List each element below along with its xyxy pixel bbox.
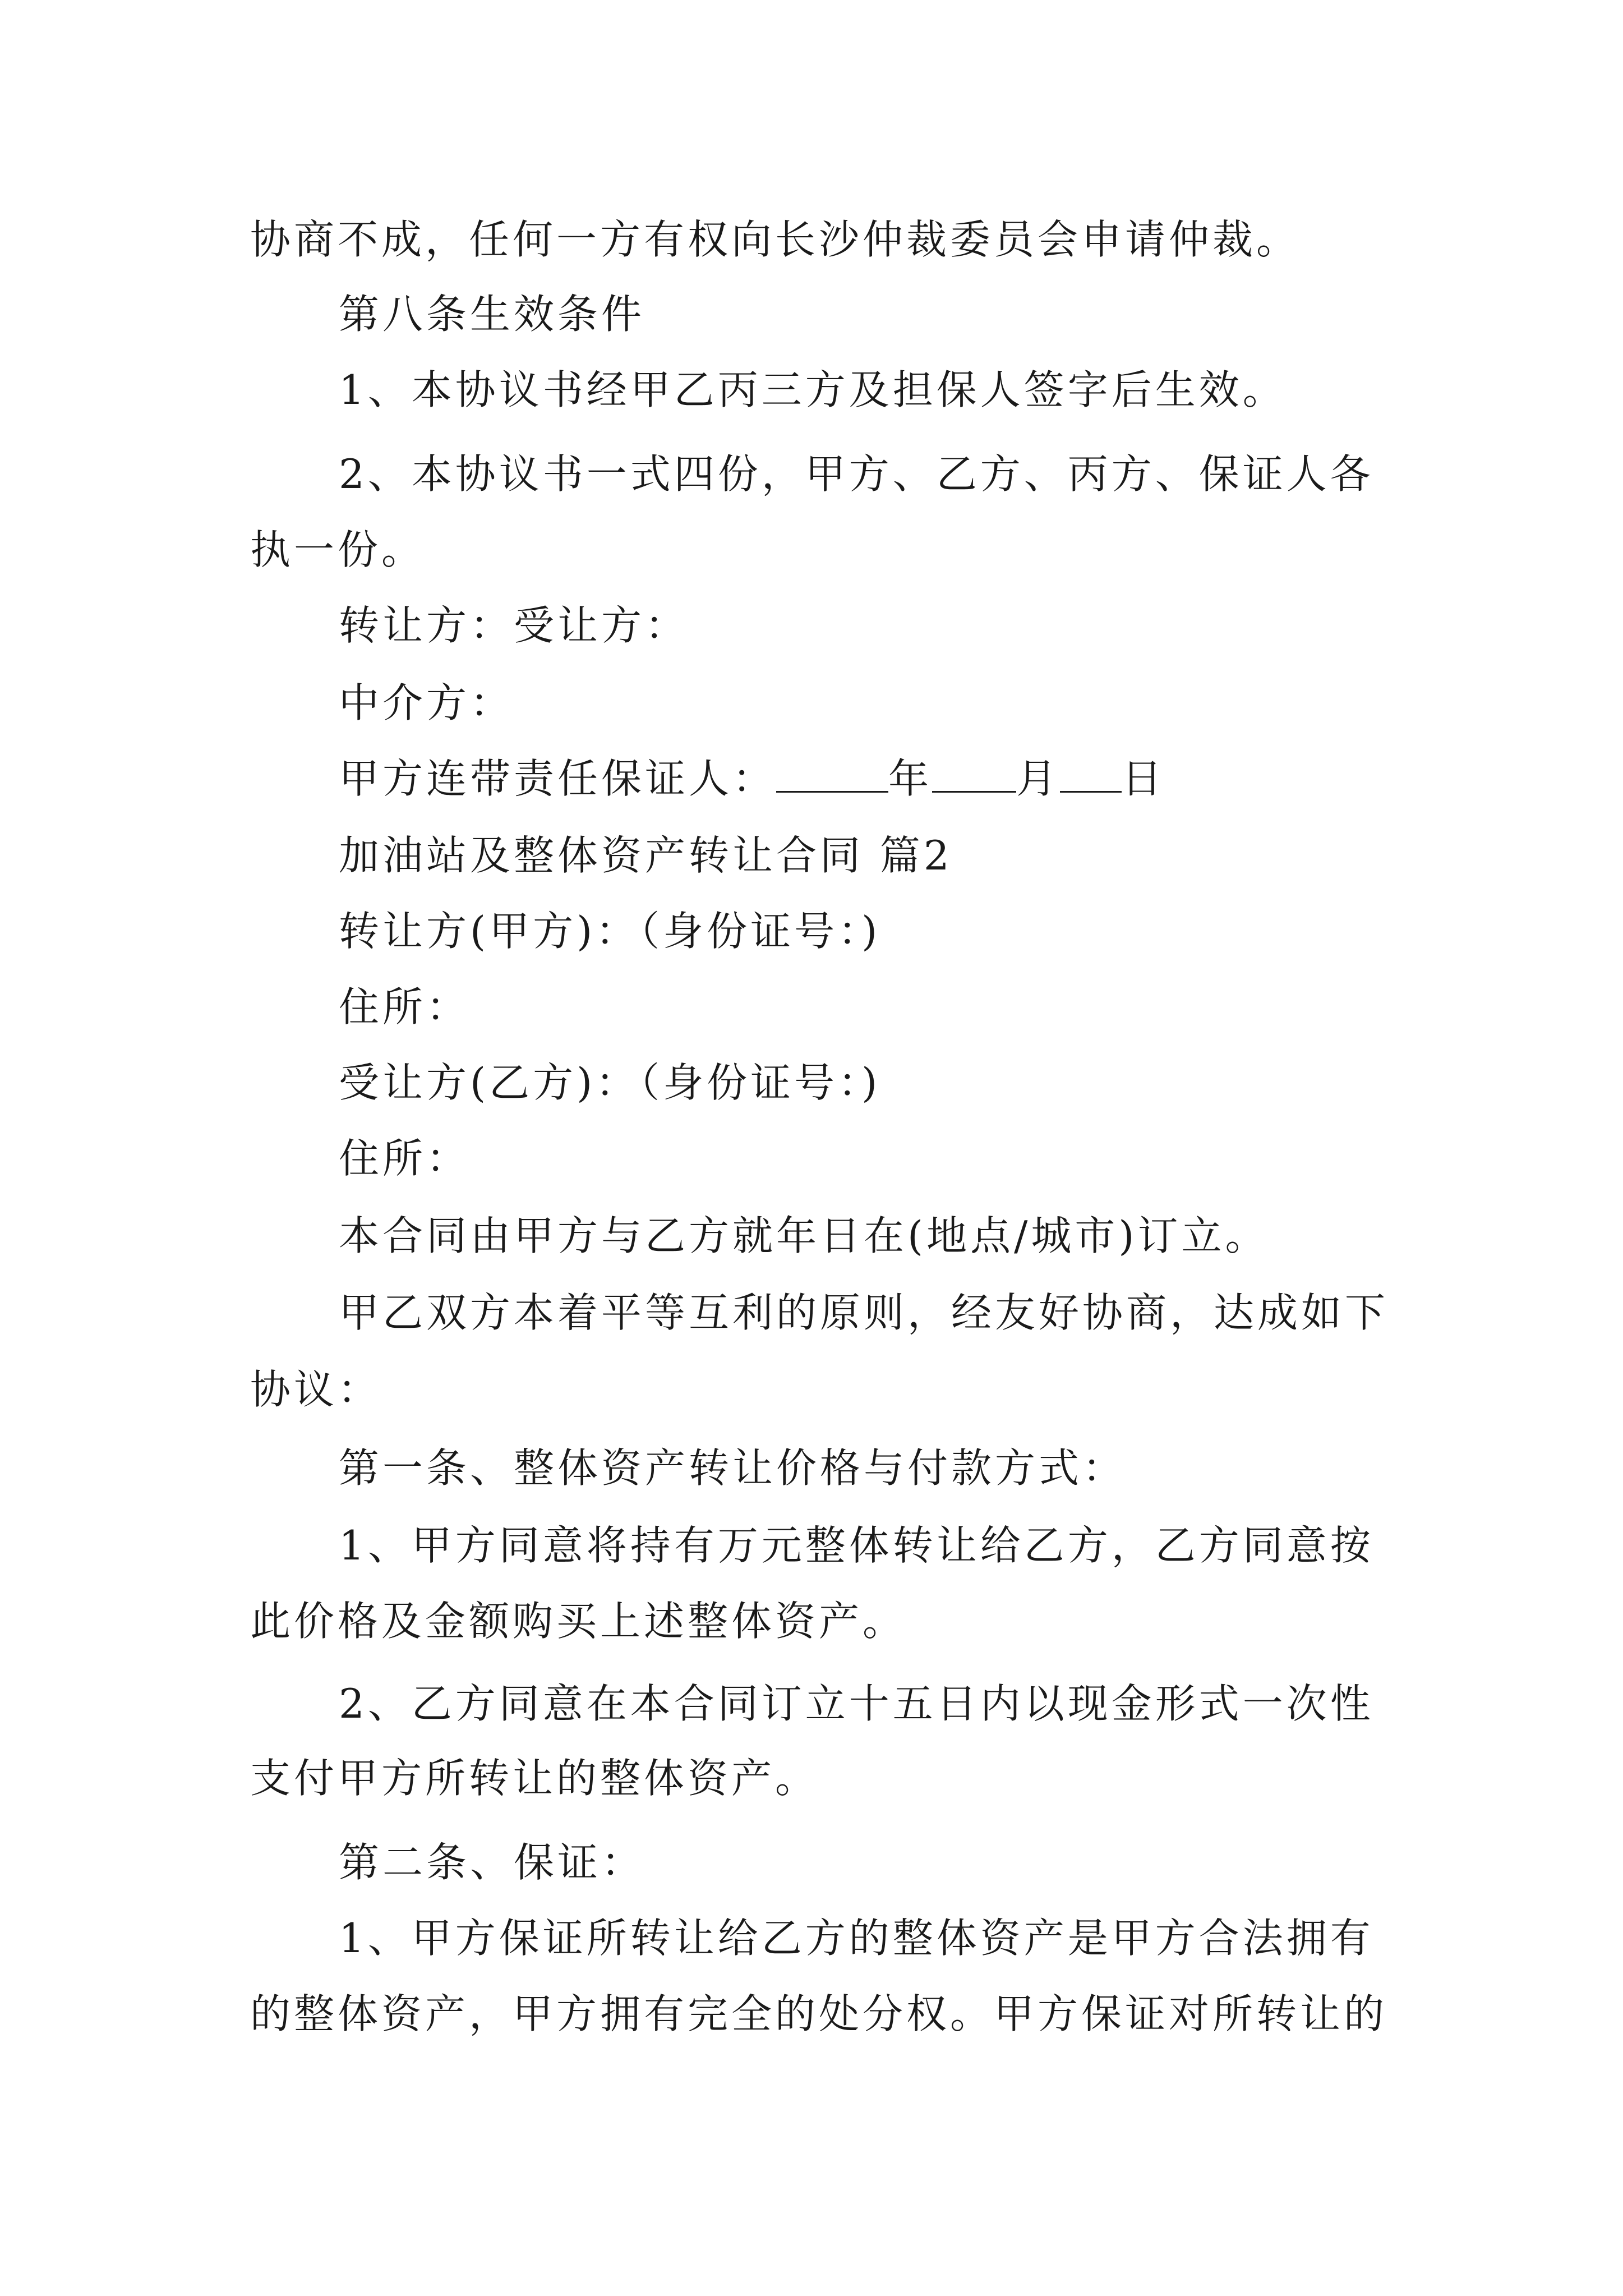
month-blank [932,755,1016,793]
section-heading: 第八条生效条件 [339,291,645,338]
guarantor-date-line [339,751,1165,807]
text-line: 转让方：受让方： [339,602,689,649]
section-heading: 第一条、整体资产转让价格与付款方式： [339,1444,1127,1492]
text-line: 住所： [339,983,471,1030]
text-line: 此价格及金额购买上述整体资产。 [250,1598,907,1645]
text-line: 执一份。 [250,526,426,573]
text-line: 协商不成，任何一方有权向长沙仲裁委员会申请仲裁。 [250,216,1301,263]
text-line: 1、本协议书经甲乙丙三方及担保人签字后生效。 [339,366,1287,413]
text-line: 受让方(乙方)：（身份证号：) [339,1059,881,1106]
day-blank [1060,755,1122,793]
text-line: 支付甲方所转让的整体资产。 [250,1755,819,1802]
text-line: 转让方(甲方)：（身份证号：) [339,908,881,955]
guarantor-label: 甲方连带责任保证人： [339,755,777,802]
text-line: 1、甲方保证所转让给乙方的整体资产是甲方合法拥有 [339,1915,1374,1962]
text-line: 住所： [339,1135,471,1182]
text-line: 2、本协议书一式四份，甲方、乙方、丙方、保证人各 [339,450,1374,498]
text-line: 甲乙双方本着平等互利的原则，经友好协商，达成如下 [339,1289,1389,1336]
text-line: 中介方： [339,679,514,726]
text-line: 本合同由甲方与乙方就年日在(地点/城市)订立。 [339,1212,1269,1259]
section-heading: 第二条、保证： [339,1839,645,1886]
text-line: 2、乙方同意在本合同订立十五日内以现金形式一次性 [339,1680,1374,1727]
year-blank [776,755,888,793]
contract-title: 加油站及整体资产转让合同 篇2 [339,832,953,879]
month-label: 月 [1016,755,1061,802]
day-label: 日 [1122,755,1166,802]
text-line: 1、甲方同意将持有万元整体转让给乙方，乙方同意按 [339,1522,1374,1569]
year-label: 年 [888,755,933,802]
text-line: 协议： [250,1366,382,1413]
text-line: 的整体资产，甲方拥有完全的处分权。甲方保证对所转让的 [250,1990,1388,2037]
